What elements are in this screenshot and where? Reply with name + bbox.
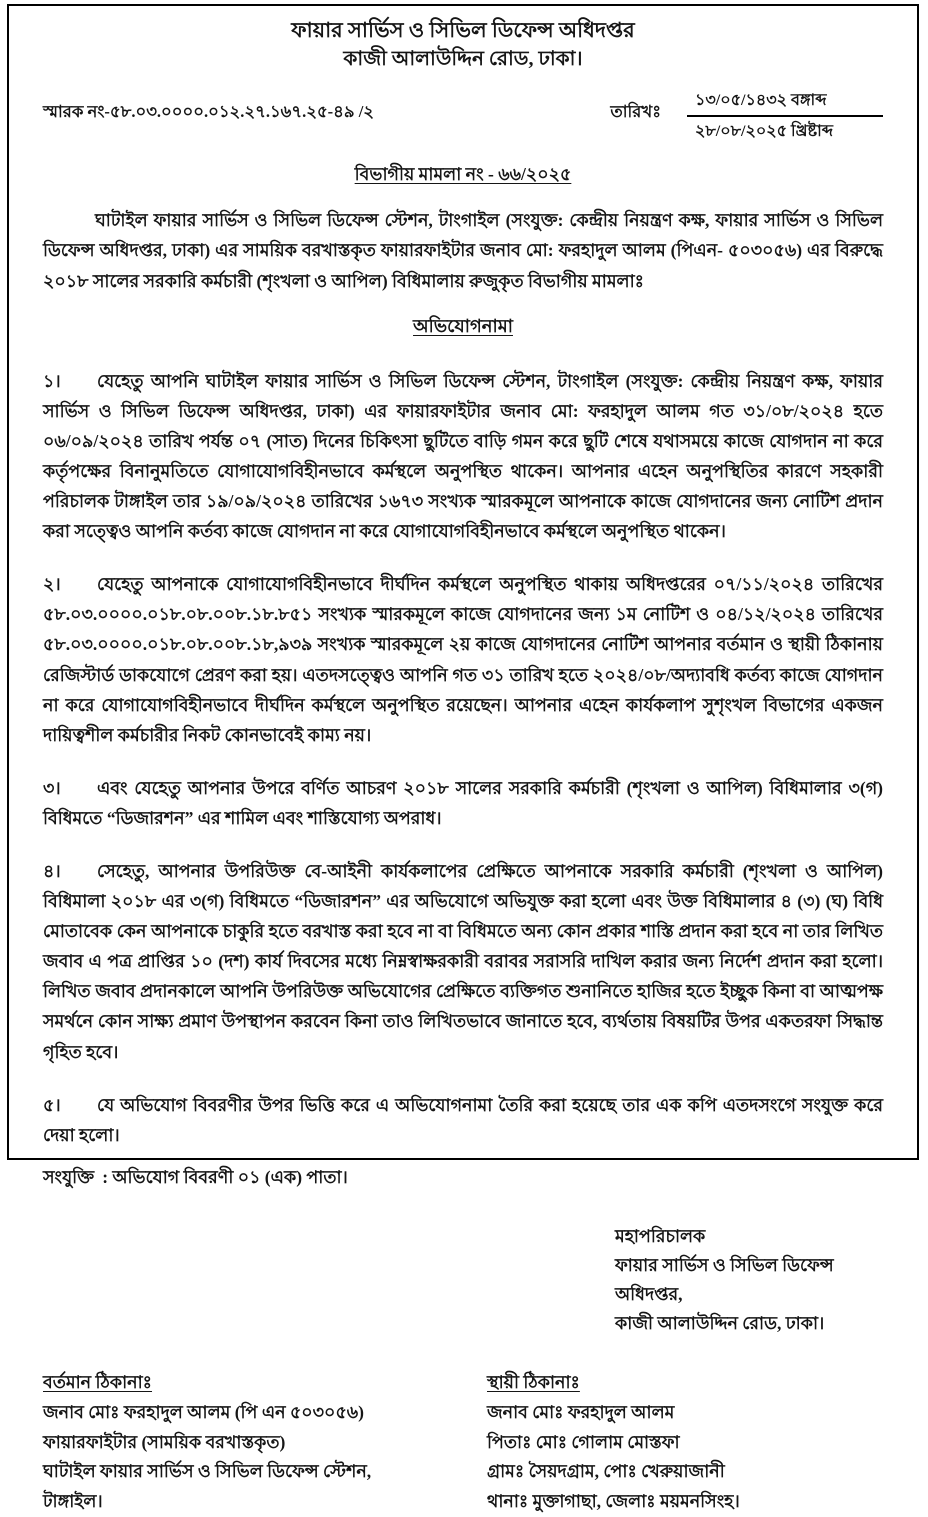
permanent-address-line: পিতাঃ মোঃ গোলাম মোস্তফা bbox=[487, 1431, 680, 1452]
present-address-line: জনাব মোঃ ফরহাদুল আলম (পি এন ৫০৩০৫৬) bbox=[43, 1401, 365, 1422]
charge-sheet-heading: অভিযোগনামা bbox=[413, 315, 513, 336]
date-gregorian: ২৮/০৮/২০২৫ খ্রিষ্টাব্দ bbox=[695, 123, 833, 141]
paragraph-5 bbox=[43, 1090, 883, 1150]
date-stack bbox=[687, 89, 883, 144]
present-address-block bbox=[43, 1368, 481, 1517]
signatory-address: কাজী আলাউদ্দিন রোড, ঢাকা। bbox=[615, 1312, 825, 1333]
present-address-line: ফায়ারফাইটার (সাময়িক বরখাস্তকৃত) bbox=[43, 1431, 286, 1452]
document-page bbox=[7, 4, 919, 1512]
paragraph-3 bbox=[43, 773, 883, 833]
present-address-heading: বর্তমান ঠিকানাঃ bbox=[43, 1372, 153, 1393]
paragraph-3-text: এবং যেহেতু আপনার উপরে বর্ণিত আচরণ ২০১৮ সালের সরকারি কর্মচারী (শৃংখলা ও আপিল) বিধিমালার ৩(গ) বিধিমতে “ডিজারশন” এর শামিল এবং শাস্তিযোগ্য অপরাধ। bbox=[43, 777, 883, 828]
attachment-text: : অভিযোগ বিবরণী ০১ (এক) পাতা। bbox=[102, 1166, 348, 1187]
permanent-address-line: গ্রামঃ সৈয়দগ্রাম, পোঃ খেরুয়াজানী bbox=[487, 1461, 725, 1482]
present-address-line: টাঙ্গাইল। bbox=[43, 1491, 103, 1512]
org-name: ফায়ার সার্ভিস ও সিভিল ডিফেন্স অধিদপ্তর bbox=[291, 18, 635, 42]
permanent-address-line: থানাঃ মুক্তাগাছা, জেলাঃ ময়মনসিংহ। bbox=[487, 1491, 740, 1512]
permanent-address-block bbox=[481, 1368, 883, 1517]
paragraph-2 bbox=[43, 569, 883, 750]
org-address: কাজী আলাউদ্দিন রোড, ঢাকা। bbox=[343, 48, 583, 71]
case-number-line: বিভাগীয় মামলা নং - ৬৬/২০২৫ bbox=[354, 164, 572, 185]
paragraph-2-number: ২। bbox=[43, 574, 61, 595]
attachment-line bbox=[43, 1165, 883, 1194]
permanent-address-heading: স্থায়ী ঠিকানাঃ bbox=[487, 1372, 580, 1393]
paragraph-4-text: সেহেতু, আপনার উপরিউক্ত বে-আইনী কার্যকলাপের প্রেক্ষিতে আপনাকে সরকারি কর্মচারী (শৃংখলা ও আপিল) বিধিমালা ২০১৮ এর ৩(গ) বিধিমতে “ডিজারশন” এর অভিযোগে অভিযুক্ত করা হলো এবং উক্ত বিধিমালার ৪ (৩) (ঘ) বিধি মোতাবেক কেন আপনাকে চাকুরি হতে বরখাস্ত করা হবে না বা বিধিমতে অন্য কোন প্রকার শাস্তি প্রদান করা হবে না তার লিখিত জবাব এ পত্র প্রাপ্তির ১০ (দশ) কার্য দিবসের মধ্যে নিম্নস্বাক্ষরকারী বরাবর সরাসরি দাখিল করার জন্য নির্দেশ প্রদান করা হলো। লিখিত জবাব প্রদানকালে আপনি উপরিউক্ত অভিযোগের প্রেক্ষিতে ব্যক্তিগত শুনানিতে হাজির হতে ইচ্ছুক কিনা বা আত্মপক্ষ সমর্থনে কোন সাক্ষ্য প্রমাণ উপস্থাপন করবেন কিনা তাও লিখিতভাবে জানাতে হবে, ব্যর্থতায় বিষয়টির উপর একতরফা সিদ্ধান্ত গৃহিত হবে। bbox=[43, 860, 883, 1062]
memo-number: স্মারক নং-৫৮.০৩.০০০০.০১২.২৭.১৬৭.২৫-৪৯ /২ bbox=[43, 102, 375, 122]
signatory-designation: মহাপরিচালক bbox=[615, 1225, 706, 1246]
present-address-line: ঘাটাইল ফায়ার সার্ভিস ও সিভিল ডিফেন্স স্টেশন, bbox=[43, 1461, 372, 1482]
intro-paragraph: ঘাটাইল ফায়ার সার্ভিস ও সিভিল ডিফেন্স স্টেশন, টাংগাইল (সংযুক্ত: কেন্দ্রীয় নিয়ন্ত্রণ কক্ষ, ফায়ার সার্ভিস ও সিভিল ডিফেন্স অধিদপ্তর, ঢাকা) এর সাময়িক বরখাস্তকৃত ফায়ারফাইটার জনাব মো: ফরহাদুল আলম (পিএন- ৫০৩০৫৬) এর বিরুদ্ধে ২০১৮ সালের সরকারি কর্মচারী (শৃংখলা ও আপিল) বিধিমালায় রুজুকৃত বিভাগীয় মামলাঃ bbox=[43, 210, 883, 291]
date-bangla: ১৩/০৫/১৪৩২ বঙ্গাব্দ bbox=[687, 89, 883, 117]
paragraph-1-text: যেহেতু আপনি ঘাটাইল ফায়ার সার্ভিস ও সিভিল ডিফেন্স স্টেশন, টাংগাইল (সংযুক্ত: কেন্দ্রীয় নিয়ন্ত্রণ কক্ষ, ফায়ার সার্ভিস ও সিভিল ডিফেন্স অধিদপ্তর, ঢাকা) এর ফায়ারফাইটার জনাব মো: ফরহাদুল আলম গত ৩১/০৮/২০২৪ হতে ০৬/০৯/২০২৪ তারিখ পর্যন্ত ০৭ (সাত) দিনের চিকিৎসা ছুটিতে বাড়ি গমন করে ছুটি শেষে যথাসময়ে কাজে যোগদান না করে কর্তৃপক্ষের বিনানুমতিতে যোগাযোগবিহীনভাবে কর্মস্থলে অনুপস্থিত থাকেন। আপনার এহেন অনুপস্থিতির কারণে সহকারী পরিচালক টাঙ্গাইল তার ১৯/০৯/২০২৪ তারিখের ১৬৭৩ সংখ্যক স্মারকমূলে আপনাকে কাজে যোগদানের জন্য নোটিশ প্রদান করা সত্ত্বেও আপনি কর্তব্য কাজে যোগদান না করে যোগাযোগবিহীনভাবে কর্মস্থলে অনুপস্থিত থাকেন। bbox=[43, 370, 884, 542]
paragraph-1 bbox=[43, 366, 883, 547]
paragraph-4-number: ৪। bbox=[43, 860, 61, 881]
address-section bbox=[43, 1368, 883, 1517]
paragraph-3-number: ৩। bbox=[43, 777, 61, 798]
date-label: তারিখঃ bbox=[610, 102, 661, 122]
permanent-address-line: জনাব মোঃ ফরহাদুল আলম bbox=[487, 1401, 675, 1422]
letterhead bbox=[43, 16, 883, 73]
memo-row bbox=[43, 89, 883, 144]
attachment-label: সংযুক্তি bbox=[43, 1166, 95, 1187]
paragraph-4 bbox=[43, 856, 883, 1067]
signature-block bbox=[615, 1222, 883, 1338]
paragraph-2-text: যেহেতু আপনাকে যোগাযোগবিহীনভাবে দীর্ঘদিন কর্মস্থলে অনুপস্থিত থাকায় অধিদপ্তরের ০৭/১১/২০২৪ তারিখের ৫৮.০৩.০০০০.০১৮.০৮.০০৮.১৮.৮৫১ সংখ্যক স্মারকমূলে কাজে যোগদানের জন্য ১ম নোটিশ ও ০৪/১২/২০২৪ তারিখের ৫৮.০৩.০০০০.০১৮.০৮.০০৮.১৮,৯৩৯ সংখ্যক স্মারকমূলে ২য় কাজে যোগদানের নোটিশ আপনার বর্তমান ও স্থায়ী ঠিকানায় রেজিস্টার্ড ডাকযোগে প্রেরণ করা হয়। এতদসত্ত্বেও আপনি গত ৩১ তারিখ হতে ২০২৪/০৮/অদ্যাবধি কর্তব্য কাজে যোগদান না করে যোগাযোগবিহীনভাবে দীর্ঘদিন কর্মস্থলে অনুপস্থিত রয়েছেন। আপনার এহেন কার্যকলাপ সুশৃংখল বিভাগের একজন দায়িত্বশীল কর্মচারীর নিকট কোনভাবেই কাম্য নয়। bbox=[43, 574, 883, 745]
paragraph-5-text: যে অভিযোগ বিবরণীর উপর ভিত্তি করে এ অভিযোগনামা তৈরি করা হয়েছে তার এক কপি এতদসংগে সংযুক্ত করে দেয়া হলো। bbox=[43, 1094, 883, 1145]
paragraph-1-number: ১। bbox=[43, 370, 61, 391]
paragraph-5-number: ৫। bbox=[43, 1094, 61, 1115]
signatory-org: ফায়ার সার্ভিস ও সিভিল ডিফেন্স অধিদপ্তর, bbox=[615, 1254, 834, 1304]
